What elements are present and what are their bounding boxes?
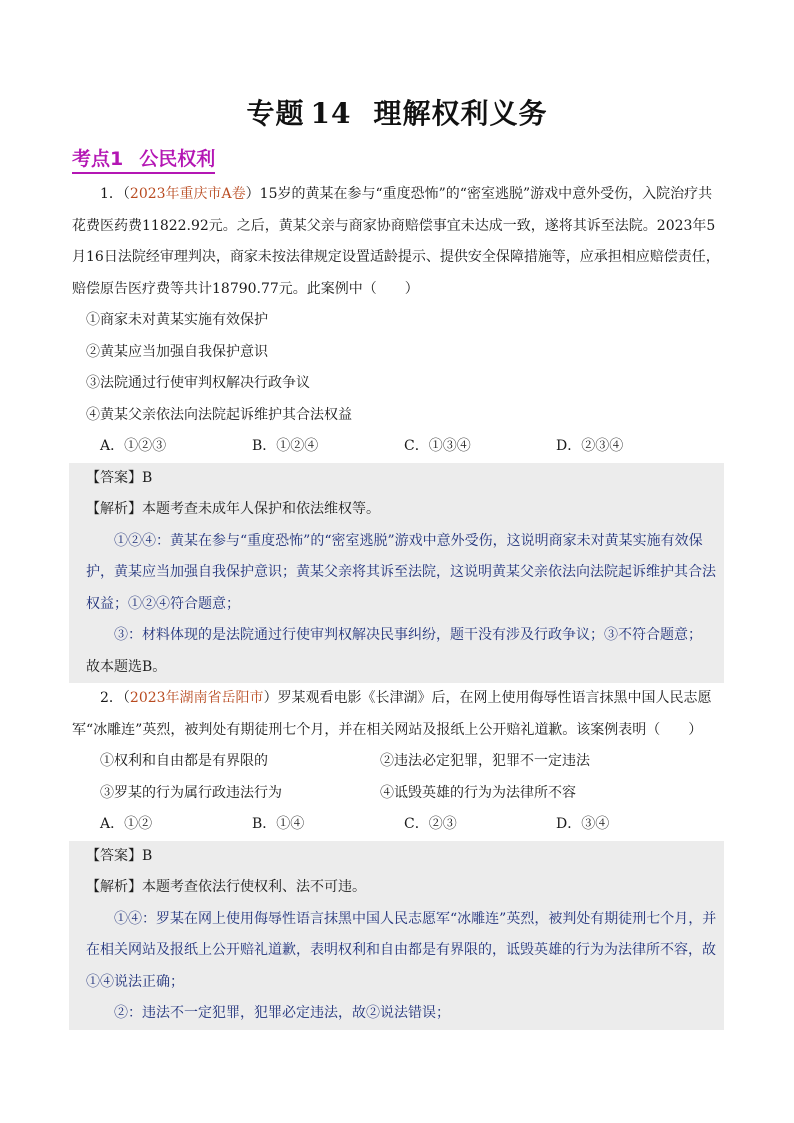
choice-d: D．③④ [556, 816, 610, 832]
answer-line: 【答案】B [86, 469, 153, 486]
choice-c: C．①③④ [404, 438, 471, 454]
section-name: 公民权利 [139, 148, 216, 170]
explanation-paragraph: ②：违法不一定犯罪，犯罪必定违法，故②说法错误； [114, 1005, 450, 1021]
option-item: ③法院通过行使审判权解决行政争议 [86, 375, 310, 391]
choice-b: B．①④ [252, 816, 305, 832]
page-title [0, 92, 794, 132]
analysis-line: 【解析】本题考查未成年人保护和依法维权等。 [86, 501, 380, 517]
option-item: ①商家未对黄某实施有效保护 [86, 312, 268, 328]
choice-b: B．①②④ [252, 438, 319, 454]
section-heading [72, 144, 215, 174]
content-body [72, 179, 724, 1030]
title-prefix: 专题 [246, 97, 305, 130]
question-1-stem: 1．（2023年重庆市A卷）15岁的黄某在参与“重度恐怖”的“密室逃脱”游戏中意外受伤，入院治疗共花费医药费11822.92元。之后，黄某父亲与商家协商赔偿事宜未达成一致，遂将其诉至法院。2023年5月16日法院经审理判决，商家未按法律规定设置适龄提示、提供安全保障措施等，应承担相应赔偿责任，赔偿原告医疗费等共计18790.77元。此案例中（ ） [72, 186, 720, 297]
explanation-paragraph: ③：材料体现的是法院通过行使审判权解决民事纠纷，题干没有涉及行政争议；③不符合题意； [114, 627, 702, 643]
option-item: ④诋毁英雄的行为为法律所不容 [380, 784, 576, 801]
answer-block [69, 463, 724, 684]
conclusion-line: 故本题选B。 [86, 658, 167, 675]
answer-line: 【答案】B [86, 847, 153, 864]
analysis-line: 【解析】本题考查依法行使权利、法不可违。 [86, 879, 366, 895]
question-text: 罗某观看电影《长津湖》后，在网上使用侮辱性语言抹黑中国人民志愿军“冰雕连”英烈，被判处有期徒刑七个月，并在相关网站及报纸上公开赔礼道歉。该案例表明（ ） [72, 690, 712, 738]
option-row [72, 778, 724, 810]
section-label: 考点 [72, 148, 111, 170]
answer-block [69, 841, 724, 1030]
question-number: 1． [100, 186, 123, 202]
choice-a: A．①② [100, 816, 153, 832]
option-item: ②违法必定犯罪，犯罪不一定违法 [380, 753, 590, 769]
option-item: ③罗某的行为属行政违法行为 [100, 784, 282, 801]
explanation-paragraph: ①④：罗某在网上使用侮辱性语言抹黑中国人民志愿军“冰雕连”英烈，被判处有期徒刑七个月，并在相关网站及报纸上公开赔礼道歉，表明权利和自由都是有界限的，诋毁英雄的行为为法律所不容，故①④说法正确； [86, 910, 717, 990]
choice-row [72, 809, 724, 841]
question-source: 2023年湖南省岳阳市 [129, 690, 264, 706]
option-item: ②黄某应当加强自我保护意识 [86, 343, 268, 360]
title-number: 14 [310, 97, 352, 130]
choice-d: D．②③④ [556, 438, 624, 454]
question-2-stem: 2．（2023年湖南省岳阳市）罗某观看电影《长津湖》后，在网上使用侮辱性语言抹黑中国人民志愿军“冰雕连”英烈，被判处有期徒刑七个月，并在相关网站及报纸上公开赔礼道歉。该案例表明（ ） [72, 690, 712, 738]
title-text: 理解权利义务 [373, 97, 548, 130]
option-item: ④黄某父亲依法向法院起诉维护其合法权益 [86, 406, 352, 423]
option-row [72, 746, 724, 778]
question-text: 15岁的黄某在参与“重度恐怖”的“密室逃脱”游戏中意外受伤，入院治疗共花费医药费11822.92元。之后，黄某父亲与商家协商赔偿事宜未达成一致，遂将其诉至法院。2023年5月16日法院经审理判决，商家未按法律规定设置适龄提示、提供安全保障措施等，应承担相应赔偿责任，赔偿原告医疗费等共计18790.77元。此案例中（ ） [72, 186, 720, 297]
question-number: 2． [100, 690, 123, 706]
choice-c: C．②③ [404, 816, 457, 832]
section-number: 1 [110, 148, 124, 170]
choice-a: A．①②③ [100, 438, 167, 454]
choice-row [72, 431, 724, 463]
question-source: 2023年重庆市A卷 [129, 186, 246, 202]
explanation-paragraph: ①②④：黄某在参与“重度恐怖”的“密室逃脱”游戏中意外受伤，这说明商家未对黄某实施有效保护，黄某应当加强自我保护意识；黄某父亲将其诉至法院，这说明黄某父亲依法向法院起诉维护其合法权益；①②④符合题意； [86, 532, 716, 612]
option-item: ①权利和自由都是有界限的 [100, 753, 268, 769]
